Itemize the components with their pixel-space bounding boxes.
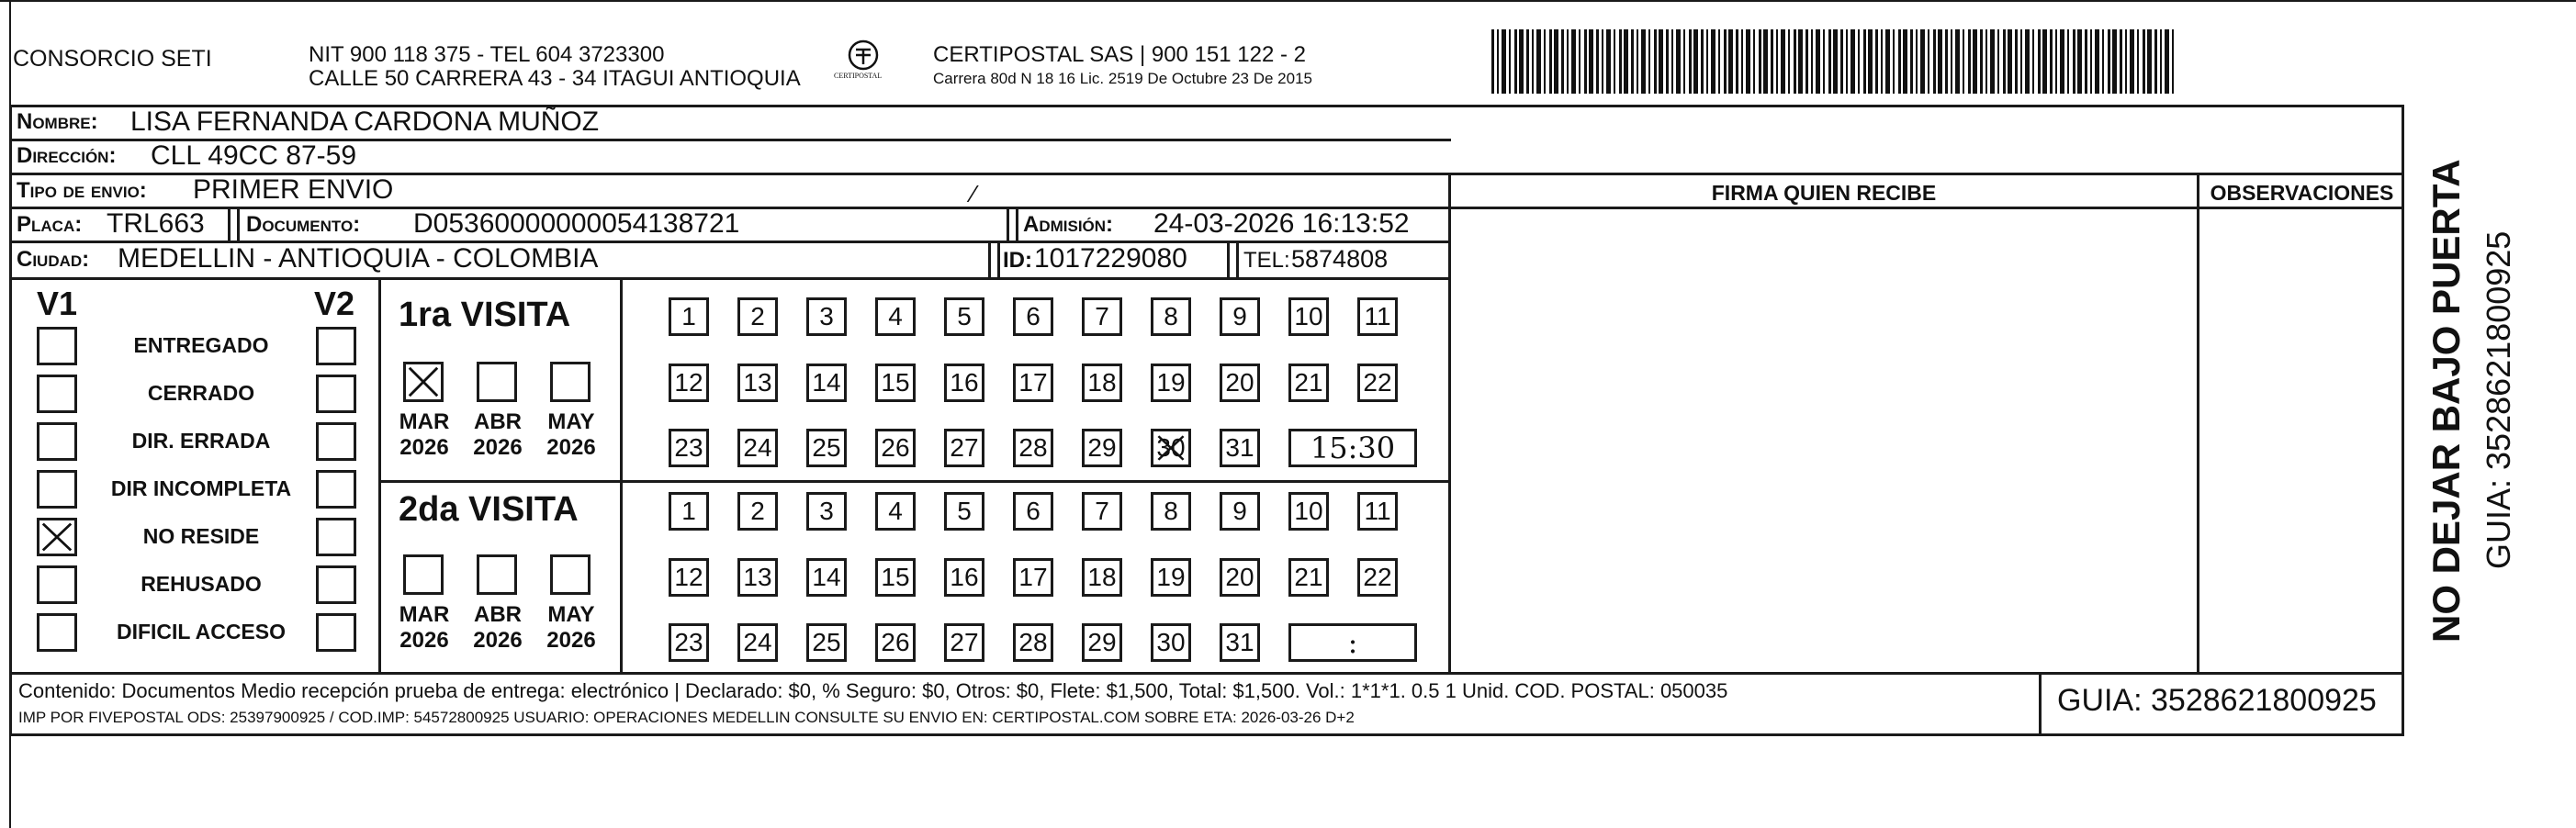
day-box[interactable]: 12 bbox=[669, 364, 709, 402]
day-box[interactable]: 10 bbox=[1288, 297, 1329, 336]
month-year: 2026 bbox=[399, 435, 449, 460]
v1-checkbox[interactable] bbox=[37, 422, 77, 461]
day-box[interactable]: 26 bbox=[875, 429, 916, 467]
day-box[interactable]: 22 bbox=[1357, 558, 1398, 597]
nit-line: NIT 900 118 375 - TEL 604 3723300 bbox=[309, 42, 665, 67]
footer-contenido: Contenido: Documentos Medio recepción prueba de entrega: electrónico | Declarado: $0, % Seguro: $0, Otros: $0, Flete: $1,500, Total: $1,500. Vol.: 1*1*1. 0.5 1 Unid. COD. POSTAL: 050035 bbox=[18, 679, 1728, 702]
day-box[interactable]: 8 bbox=[1151, 297, 1191, 336]
license-line: Carrera 80d N 18 16 Lic. 2519 De Octubre 23 De 2015 bbox=[933, 70, 1312, 87]
day-box[interactable]: 21 bbox=[1288, 364, 1329, 402]
day-box[interactable]: 24 bbox=[737, 623, 778, 662]
certipostal-logo bbox=[834, 39, 889, 86]
status-label: DIFICIL ACCESO bbox=[116, 620, 286, 643]
v1-checkbox[interactable] bbox=[37, 470, 77, 509]
day-box[interactable]: 16 bbox=[944, 364, 984, 402]
day-box[interactable]: 7 bbox=[1082, 492, 1122, 531]
nombre-value: LISA FERNANDA CARDONA MUÑOZ bbox=[130, 106, 600, 137]
month-year: 2026 bbox=[546, 435, 596, 460]
status-divider bbox=[378, 277, 381, 674]
footer-imp: IMP POR FIVEPOSTAL ODS: 25397900925 / COD.IMP: 54572800925 USUARIO: OPERACIONES MEDELLIN CONSULTE SU ENVIO EN: CERTIPOSTAL.COM SOBRE ETA: 2026-03-26 D+2 bbox=[18, 709, 1355, 726]
admision-label: Admisión: bbox=[1023, 212, 1114, 237]
cell-divider bbox=[1236, 241, 1239, 279]
cell-divider bbox=[1227, 241, 1230, 279]
direccion-label: Dirección: bbox=[17, 143, 117, 168]
status-label: REHUSADO bbox=[141, 572, 262, 596]
v2-checkbox[interactable] bbox=[316, 565, 356, 604]
day-box[interactable]: 13 bbox=[737, 364, 778, 402]
day-box[interactable]: 29 bbox=[1082, 429, 1122, 467]
placa-label: Placa: bbox=[17, 212, 83, 237]
month-checkbox[interactable] bbox=[477, 554, 517, 595]
v2-checkbox[interactable] bbox=[316, 518, 356, 556]
side-guia: GUIA: 3528621800925 bbox=[2480, 230, 2517, 569]
month-label: MAY bbox=[547, 409, 595, 434]
first-visit-title: 1ra VISITA bbox=[399, 296, 571, 334]
day-box[interactable]: 30 bbox=[1151, 429, 1191, 467]
day-box[interactable]: 14 bbox=[806, 558, 847, 597]
day-box[interactable]: 20 bbox=[1220, 558, 1260, 597]
logo-text: CERTIPOSTAL bbox=[834, 72, 883, 80]
company-name: CONSORCIO SETI bbox=[13, 46, 212, 72]
v1-checkbox[interactable] bbox=[37, 565, 77, 604]
cell-divider bbox=[988, 241, 991, 279]
day-box[interactable]: 30 bbox=[1151, 623, 1191, 662]
v1-checkbox[interactable] bbox=[37, 327, 77, 365]
day-box[interactable]: 31 bbox=[1220, 429, 1260, 467]
day-box[interactable]: 28 bbox=[1013, 623, 1053, 662]
month-year: 2026 bbox=[546, 628, 596, 653]
day-box[interactable]: 5 bbox=[944, 297, 984, 336]
day-box[interactable]: 5 bbox=[944, 492, 984, 531]
column-divider-firma bbox=[1448, 173, 1451, 674]
month-label: ABR bbox=[474, 409, 522, 434]
v2-checkbox[interactable] bbox=[316, 422, 356, 461]
month-checkbox[interactable] bbox=[403, 554, 444, 595]
column-divider-observaciones bbox=[2197, 173, 2199, 674]
day-box[interactable]: 9 bbox=[1220, 492, 1260, 531]
tipo-label: Tipo de envio: bbox=[17, 178, 147, 203]
direccion-value: CLL 49CC 87-59 bbox=[151, 140, 357, 171]
second-visit-title: 2da VISITA bbox=[399, 490, 579, 529]
month-label: MAR bbox=[399, 409, 450, 434]
status-label: NO RESIDE bbox=[142, 524, 260, 548]
id-value: 1017229080 bbox=[1034, 243, 1187, 274]
id-label: ID: bbox=[1003, 248, 1032, 273]
visit-divider bbox=[378, 480, 1451, 483]
placa-value: TRL663 bbox=[107, 208, 205, 239]
day-box[interactable]: 2 bbox=[737, 297, 778, 336]
footer-divider bbox=[2039, 672, 2042, 736]
day-box[interactable]: 4 bbox=[875, 297, 916, 336]
month-label: MAY bbox=[547, 602, 595, 627]
month-label: ABR bbox=[474, 602, 522, 627]
v2-checkbox[interactable] bbox=[316, 375, 356, 413]
day-box[interactable]: 18 bbox=[1082, 558, 1122, 597]
month-checkbox[interactable] bbox=[550, 362, 591, 402]
row-line bbox=[9, 277, 1451, 280]
month-year: 2026 bbox=[473, 435, 523, 460]
tel-value: 5874808 bbox=[1291, 245, 1389, 273]
firma-header: FIRMA QUIEN RECIBE bbox=[1711, 181, 1937, 205]
day-box[interactable]: 27 bbox=[944, 429, 984, 467]
barcode bbox=[1491, 29, 2175, 94]
pen-mark: ⁄ bbox=[972, 180, 976, 207]
day-box[interactable]: 1 bbox=[669, 492, 709, 531]
day-box[interactable]: 31 bbox=[1220, 623, 1260, 662]
day-box[interactable]: 19 bbox=[1151, 558, 1191, 597]
day-box[interactable]: 27 bbox=[944, 623, 984, 662]
month-checkbox[interactable] bbox=[550, 554, 591, 595]
cell-divider bbox=[228, 207, 231, 242]
day-box[interactable]: 14 bbox=[806, 364, 847, 402]
day-box[interactable]: 13 bbox=[737, 558, 778, 597]
no-dejar-warning: NO DEJAR BAJO PUERTA bbox=[2424, 159, 2468, 643]
month-checkbox[interactable] bbox=[403, 362, 444, 402]
day-box[interactable]: 20 bbox=[1220, 364, 1260, 402]
cell-divider bbox=[1007, 207, 1009, 242]
v2-label: V2 bbox=[314, 285, 355, 322]
admision-value: 24-03-2026 16:13:52 bbox=[1153, 208, 1410, 239]
day-box[interactable]: 15 bbox=[875, 558, 916, 597]
certipostal-line: CERTIPOSTAL SAS | 900 151 122 - 2 bbox=[933, 42, 1306, 67]
status-label: ENTREGADO bbox=[133, 333, 269, 357]
cell-divider bbox=[237, 207, 240, 242]
day-box[interactable]: 24 bbox=[737, 429, 778, 467]
day-box[interactable]: 15 bbox=[875, 364, 916, 402]
documento-value: D05360000000054138721 bbox=[413, 208, 740, 239]
day-box[interactable]: 17 bbox=[1013, 364, 1053, 402]
day-box[interactable]: 3 bbox=[806, 492, 847, 531]
time-box[interactable]: : bbox=[1288, 623, 1417, 662]
cell-divider bbox=[997, 241, 1000, 279]
v1-checkbox[interactable] bbox=[37, 375, 77, 413]
day-box[interactable]: 22 bbox=[1357, 364, 1398, 402]
nombre-label: Nombre: bbox=[17, 109, 98, 134]
month-year: 2026 bbox=[473, 628, 523, 653]
address-line: CALLE 50 CARRERA 43 - 34 ITAGUI ANTIOQUIA bbox=[309, 66, 801, 91]
month-label: MAR bbox=[399, 602, 450, 627]
v1-checkbox[interactable] bbox=[37, 518, 77, 556]
day-box[interactable]: 12 bbox=[669, 558, 709, 597]
day-box[interactable]: 4 bbox=[875, 492, 916, 531]
day-box[interactable]: 10 bbox=[1288, 492, 1329, 531]
footer-line bbox=[9, 672, 2404, 675]
observaciones-header: OBSERVACIONES bbox=[2210, 181, 2394, 205]
day-box[interactable]: 19 bbox=[1151, 364, 1191, 402]
day-box[interactable]: 2 bbox=[737, 492, 778, 531]
day-box[interactable]: 1 bbox=[669, 297, 709, 336]
day-box[interactable]: 6 bbox=[1013, 492, 1053, 531]
day-box[interactable]: 18 bbox=[1082, 364, 1122, 402]
day-box[interactable]: 8 bbox=[1151, 492, 1191, 531]
v2-checkbox[interactable] bbox=[316, 470, 356, 509]
v1-label: V1 bbox=[37, 285, 78, 322]
day-cross-mark bbox=[1155, 433, 1187, 463]
day-box[interactable]: 28 bbox=[1013, 429, 1053, 467]
status-label: DIR INCOMPLETA bbox=[110, 476, 292, 500]
month-year: 2026 bbox=[399, 628, 449, 653]
v2-checkbox[interactable] bbox=[316, 327, 356, 365]
page-top-border bbox=[0, 0, 2576, 2]
day-box[interactable]: 23 bbox=[669, 623, 709, 662]
status-label: CERRADO bbox=[147, 381, 255, 405]
day-box[interactable]: 7 bbox=[1082, 297, 1122, 336]
status-label: DIR. ERRADA bbox=[131, 429, 271, 453]
day-box[interactable]: 11 bbox=[1357, 297, 1398, 336]
day-box[interactable]: 16 bbox=[944, 558, 984, 597]
day-box[interactable]: 17 bbox=[1013, 558, 1053, 597]
day-box[interactable]: 21 bbox=[1288, 558, 1329, 597]
day-box[interactable]: 25 bbox=[806, 623, 847, 662]
cell-divider bbox=[1016, 207, 1018, 242]
day-box[interactable]: 26 bbox=[875, 623, 916, 662]
month-checkbox[interactable] bbox=[477, 362, 517, 402]
v2-checkbox[interactable] bbox=[316, 613, 356, 652]
footer-guia: GUIA: 3528621800925 bbox=[2057, 683, 2377, 718]
tel-label: TEL: bbox=[1243, 248, 1290, 273]
day-box[interactable]: 3 bbox=[806, 297, 847, 336]
day-box[interactable]: 11 bbox=[1357, 492, 1398, 531]
day-box[interactable]: 6 bbox=[1013, 297, 1053, 336]
ciudad-label: Ciudad: bbox=[17, 247, 90, 272]
day-box[interactable]: 25 bbox=[806, 429, 847, 467]
day-box[interactable]: 29 bbox=[1082, 623, 1122, 662]
day-box[interactable]: 9 bbox=[1220, 297, 1260, 336]
ciudad-value: MEDELLIN - ANTIOQUIA - COLOMBIA bbox=[118, 243, 599, 274]
months-divider bbox=[620, 277, 623, 674]
v1-checkbox[interactable] bbox=[37, 613, 77, 652]
day-box[interactable]: 23 bbox=[669, 429, 709, 467]
time-box[interactable]: 15:30 bbox=[1288, 429, 1417, 467]
documento-label: Documento: bbox=[246, 212, 361, 237]
tipo-value: PRIMER ENVIO bbox=[193, 174, 394, 205]
